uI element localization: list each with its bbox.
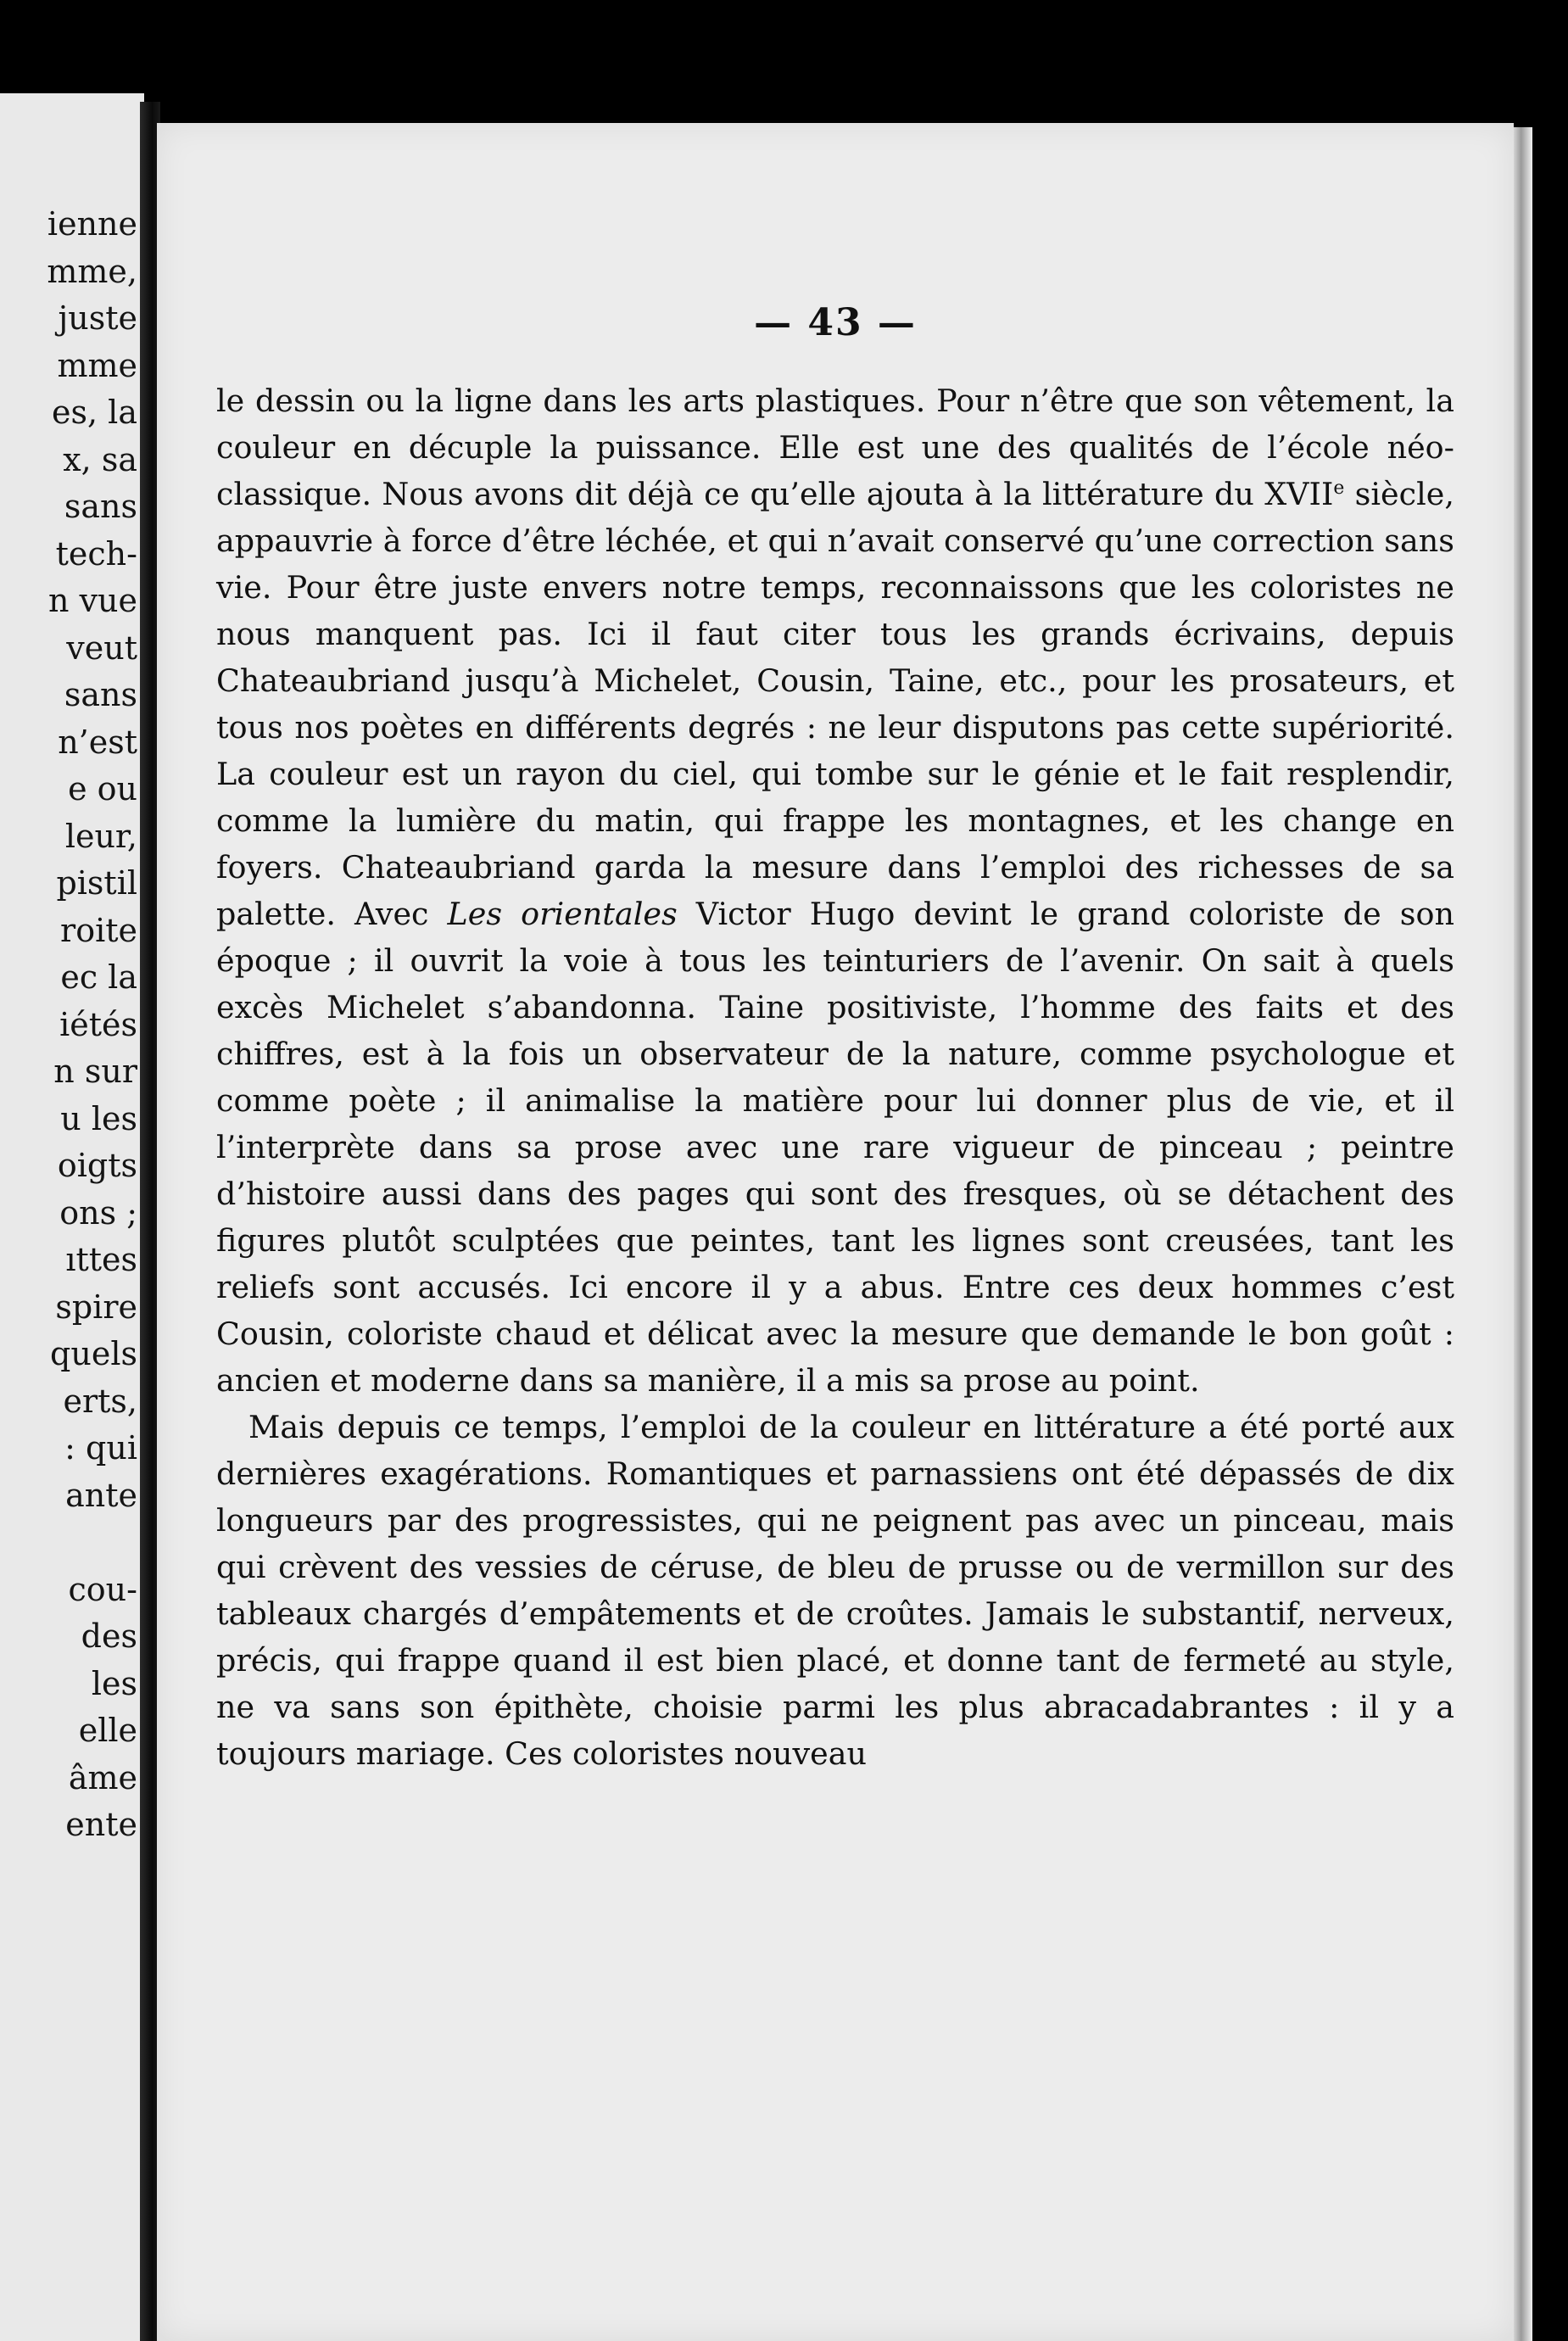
left-page-fragment: mme, [47, 252, 137, 290]
text-run: Victor Hugo devint le grand coloriste de son époque ; il ouvrit la voie à tous les teinturiers de l’avenir. On sait à quels excès Michelet s’abandonna. Taine positiviste, l’homme des faits et des chiffres, est à la fois un observateur de la nature, comme psychologue et comme poète ; il animalise la matière pour lui donner plus de vie, et il l’interprète dans sa prose avec une rare vigueur de pinceau ; peintre d’histoire aussi dans des pages qui sont des fresques, où se détachent des figures plutôt sculptées que peintes, tant les lignes sont creusées, tant les reliefs sont accusés. Ici encore il y a abus. Entre ces deux hommes c’est Cousin, coloriste chaud et délicat avec la mesure que demande le bon goût : ancien et moderne dans sa manière, il a mis sa prose au point. [216, 896, 1454, 1399]
left-page-fragment: des [81, 1617, 137, 1655]
page-number: — 43 — [754, 301, 917, 344]
paragraph [216, 377, 1454, 1404]
left-page-fragment: les [91, 1664, 137, 1702]
left-page-fragment: mme [57, 346, 137, 384]
left-page-fragment: sans [64, 676, 137, 713]
left-page-fragment: ec la [60, 958, 137, 996]
left-page-fragment: juste [58, 299, 137, 337]
left-page-fragment: ons ; [59, 1193, 137, 1232]
left-page-fragment: e ou [68, 770, 137, 807]
paragraph [216, 1404, 1454, 1777]
text-run: siècle, appauvrie à force d’être léchée, et qui n’avait conservé qu’une correction sans vie. Pour être juste envers notre temps, reconnaissons que les coloristes ne nous manquent pas. Ici il faut citer tous les grands écrivains, depuis Chateaubriand jusqu’à Michelet, Cousin, Taine, etc., pour les prosateurs, et tous nos poètes en différents degrés : ne leur disputons pas cette supériorité. La couleur est un rayon du ciel, qui tombe sur le génie et le fait resplendir, comme la lumière du matin, qui frappe les montagnes, et les change en foyers. Chateaubriand garda la mesure dans l’emploi des richesses de sa palette. Avec [216, 476, 1454, 932]
left-page-fragment: âme [68, 1758, 137, 1796]
left-page-fragment: leur, [64, 817, 137, 855]
left-page-fragment: cou- [68, 1570, 137, 1608]
previous-page-edge [0, 93, 144, 2341]
left-page-fragment: ıttes [65, 1241, 137, 1278]
left-page-fragment: roite [60, 911, 137, 949]
left-page-fragment: n sur [53, 1053, 137, 1090]
left-page-fragment: tech- [55, 534, 137, 573]
text-run: Mais depuis ce temps, l’emploi de la couleur en littérature a été porté aux dernières exagérations. Romantiques et parnassiens ont été dépassés de dix longueurs par des progressistes, qui ne peignent pas avec un pinceau, mais qui crèvent des vessies de céruse, de bleu de prusse ou de vermillon sur des tableaux chargés d’empâtements et de croûtes. Jamais le substantif, nerveux, précis, qui frappe quand il est bien placé, et donne tant de fermeté au style, ne va sans son épithète, choisie parmi les plus abracadabrantes : il y a toujours mariage. Ces coloristes nouveau [216, 1409, 1454, 1772]
page-body-text [216, 377, 1454, 1777]
left-page-fragment: ante [65, 1476, 137, 1514]
italic-title: Les orientales [447, 896, 678, 932]
left-page-fragment: x, sa [63, 440, 137, 478]
left-page-fragment: veut [66, 629, 137, 667]
left-page-fragment: iétés [59, 1005, 137, 1043]
left-page-fragment: sans [64, 488, 137, 525]
left-page-fragment: quels [50, 1335, 137, 1372]
left-page-fragment: ienne [47, 205, 137, 243]
left-page-fragment: erts, [63, 1382, 137, 1420]
text-run: le dessin ou la ligne dans les arts plastiques. Pour n’être que son vêtement, la couleur en décuple la puissance. Elle est une des qualités de l’école néo-classique. Nous avons dit déjà ce qu’elle ajouta à la littérature du XVII [216, 383, 1454, 512]
superscript: e [1333, 477, 1345, 499]
left-page-fragment: n’est [58, 723, 137, 761]
book-page [157, 123, 1514, 2341]
left-page-fragment: spire [55, 1288, 137, 1326]
left-page-fragment: pistil [56, 864, 137, 902]
left-page-fragment: n vue [48, 582, 137, 619]
left-page-fragment: oigts [57, 1147, 137, 1184]
left-page-fragment: : qui [64, 1429, 137, 1467]
page-fore-edge [1514, 127, 1532, 2341]
left-page-fragment: elle [78, 1712, 137, 1749]
left-page-fragment: ente [65, 1806, 137, 1843]
left-page-fragment: u les [60, 1099, 137, 1137]
left-page-fragment: es, la [52, 394, 137, 431]
